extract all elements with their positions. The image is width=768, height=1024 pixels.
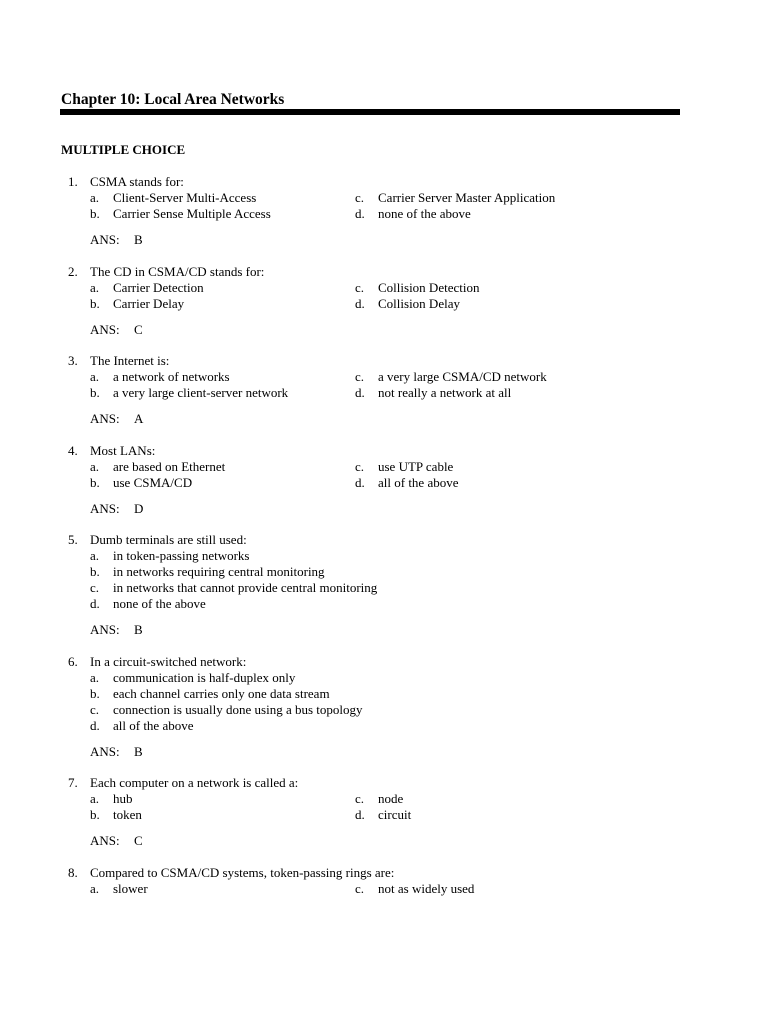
question-stem-line xyxy=(0,353,768,369)
question-stem: Dumb terminals are still used: xyxy=(90,532,247,547)
option-c-letter: c. xyxy=(355,280,365,295)
option-b-text: a very large client-server network xyxy=(113,385,289,400)
question-7 xyxy=(0,775,768,849)
option-row xyxy=(0,548,768,564)
answer-label: ANS: xyxy=(90,622,120,637)
option-row xyxy=(0,670,768,686)
answer-value: C xyxy=(134,833,143,848)
option-a-text: in token-passing networks xyxy=(113,548,250,563)
question-stem: CSMA stands for: xyxy=(90,174,184,189)
question-number: 4. xyxy=(68,443,78,458)
option-b-letter: b. xyxy=(90,385,100,400)
answer-label: ANS: xyxy=(90,501,120,516)
option-a-text: hub xyxy=(113,791,133,806)
answer-value: D xyxy=(134,501,144,516)
option-b-letter: b. xyxy=(90,206,100,221)
option-a-letter: a. xyxy=(90,190,100,205)
answer-line xyxy=(0,833,768,849)
option-b-letter: b. xyxy=(90,564,100,579)
option-c-letter: c. xyxy=(90,702,100,717)
question-stem: The CD in CSMA/CD stands for: xyxy=(90,264,265,279)
option-row xyxy=(0,475,768,491)
question-stem: Compared to CSMA/CD systems, token-passing rings are: xyxy=(90,865,395,880)
option-a-letter: a. xyxy=(90,280,100,295)
option-row xyxy=(0,791,768,807)
option-c-letter: c. xyxy=(355,190,365,205)
question-stem-line xyxy=(0,264,768,280)
question-3 xyxy=(0,353,768,427)
option-row xyxy=(0,190,768,206)
question-number: 5. xyxy=(68,532,78,547)
option-row xyxy=(0,385,768,401)
question-6 xyxy=(0,654,768,760)
answer-value: B xyxy=(134,744,143,759)
option-d-text: none of the above xyxy=(378,206,471,221)
question-stem-line xyxy=(0,532,768,548)
option-b-text: Carrier Sense Multiple Access xyxy=(113,206,271,221)
option-a-text: communication is half-duplex only xyxy=(113,670,296,685)
answer-label: ANS: xyxy=(90,411,120,426)
option-d-letter: d. xyxy=(355,296,365,311)
answer-line xyxy=(0,744,768,760)
option-row xyxy=(0,280,768,296)
option-d-text: not really a network at all xyxy=(378,385,512,400)
option-b-letter: b. xyxy=(90,296,100,311)
option-c-text: not as widely used xyxy=(378,881,475,896)
question-stem: In a circuit-switched network: xyxy=(90,654,247,669)
option-row xyxy=(0,881,768,897)
option-d-letter: d. xyxy=(355,206,365,221)
answer-value: B xyxy=(134,232,143,247)
option-row xyxy=(0,702,768,718)
option-row xyxy=(0,564,768,580)
option-d-text: Collision Delay xyxy=(378,296,460,311)
option-b-text: each channel carries only one data stream xyxy=(113,686,330,701)
option-d-letter: d. xyxy=(355,807,365,822)
answer-line xyxy=(0,501,768,517)
answer-value: A xyxy=(134,411,144,426)
question-stem-line xyxy=(0,865,768,881)
option-d-letter: d. xyxy=(355,385,365,400)
option-c-letter: c. xyxy=(90,580,100,595)
option-row xyxy=(0,296,768,312)
option-c-letter: c. xyxy=(355,459,365,474)
option-c-text: Carrier Server Master Application xyxy=(378,190,556,205)
answer-label: ANS: xyxy=(90,322,120,337)
option-row xyxy=(0,596,768,612)
option-d-letter: d. xyxy=(90,718,100,733)
answer-line xyxy=(0,232,768,248)
option-a-letter: a. xyxy=(90,791,100,806)
question-stem-line xyxy=(0,443,768,459)
question-number: 8. xyxy=(68,865,78,880)
question-8 xyxy=(0,865,768,897)
option-d-text: all of the above xyxy=(113,718,194,733)
option-d-text: circuit xyxy=(378,807,412,822)
option-b-text: token xyxy=(113,807,142,822)
question-number: 7. xyxy=(68,775,78,790)
option-a-letter: a. xyxy=(90,459,100,474)
option-row xyxy=(0,807,768,823)
option-a-letter: a. xyxy=(90,670,100,685)
question-stem-line xyxy=(0,654,768,670)
question-5 xyxy=(0,532,768,638)
question-4 xyxy=(0,443,768,517)
title-rule xyxy=(60,109,680,115)
question-1 xyxy=(0,174,768,248)
option-row xyxy=(0,369,768,385)
option-d-letter: d. xyxy=(90,596,100,611)
option-c-text: node xyxy=(378,791,404,806)
question-stem-line xyxy=(0,775,768,791)
answer-value: B xyxy=(134,622,143,637)
option-c-text: use UTP cable xyxy=(378,459,454,474)
answer-line xyxy=(0,322,768,338)
option-b-text: use CSMA/CD xyxy=(113,475,193,490)
option-row xyxy=(0,459,768,475)
chapter-title: Chapter 10: Local Area Networks xyxy=(61,91,285,108)
question-number: 6. xyxy=(68,654,78,669)
answer-value: C xyxy=(134,322,143,337)
question-stem: Most LANs: xyxy=(90,443,156,458)
option-a-text: Client-Server Multi-Access xyxy=(113,190,257,205)
option-row xyxy=(0,580,768,596)
option-a-text: are based on Ethernet xyxy=(113,459,226,474)
answer-label: ANS: xyxy=(90,833,120,848)
question-number: 2. xyxy=(68,264,78,279)
option-d-letter: d. xyxy=(355,475,365,490)
question-number: 1. xyxy=(68,174,78,189)
option-b-letter: b. xyxy=(90,475,100,490)
answer-line xyxy=(0,411,768,427)
answer-line xyxy=(0,622,768,638)
question-stem-line xyxy=(0,174,768,190)
question-stem: The Internet is: xyxy=(90,353,170,368)
section-heading: MULTIPLE CHOICE xyxy=(61,142,186,157)
option-c-text: a very large CSMA/CD network xyxy=(378,369,547,384)
option-d-text: all of the above xyxy=(378,475,459,490)
option-row xyxy=(0,206,768,222)
option-c-letter: c. xyxy=(355,881,365,896)
option-b-text: in networks requiring central monitoring xyxy=(113,564,325,579)
answer-label: ANS: xyxy=(90,744,120,759)
answer-label: ANS: xyxy=(90,232,120,247)
option-row xyxy=(0,686,768,702)
option-a-letter: a. xyxy=(90,881,100,896)
option-d-text: none of the above xyxy=(113,596,206,611)
option-b-letter: b. xyxy=(90,807,100,822)
option-c-text: connection is usually done using a bus topology xyxy=(113,702,363,717)
question-stem: Each computer on a network is called a: xyxy=(90,775,299,790)
option-a-letter: a. xyxy=(90,548,100,563)
option-a-text: a network of networks xyxy=(113,369,230,384)
question-number: 3. xyxy=(68,353,78,368)
option-b-text: Carrier Delay xyxy=(113,296,185,311)
option-a-text: slower xyxy=(113,881,148,896)
option-row xyxy=(0,718,768,734)
option-c-letter: c. xyxy=(355,369,365,384)
option-a-letter: a. xyxy=(90,369,100,384)
option-c-text: in networks that cannot provide central monitoring xyxy=(113,580,378,595)
option-c-text: Collision Detection xyxy=(378,280,480,295)
option-c-letter: c. xyxy=(355,791,365,806)
option-b-letter: b. xyxy=(90,686,100,701)
question-2 xyxy=(0,264,768,338)
option-a-text: Carrier Detection xyxy=(113,280,204,295)
